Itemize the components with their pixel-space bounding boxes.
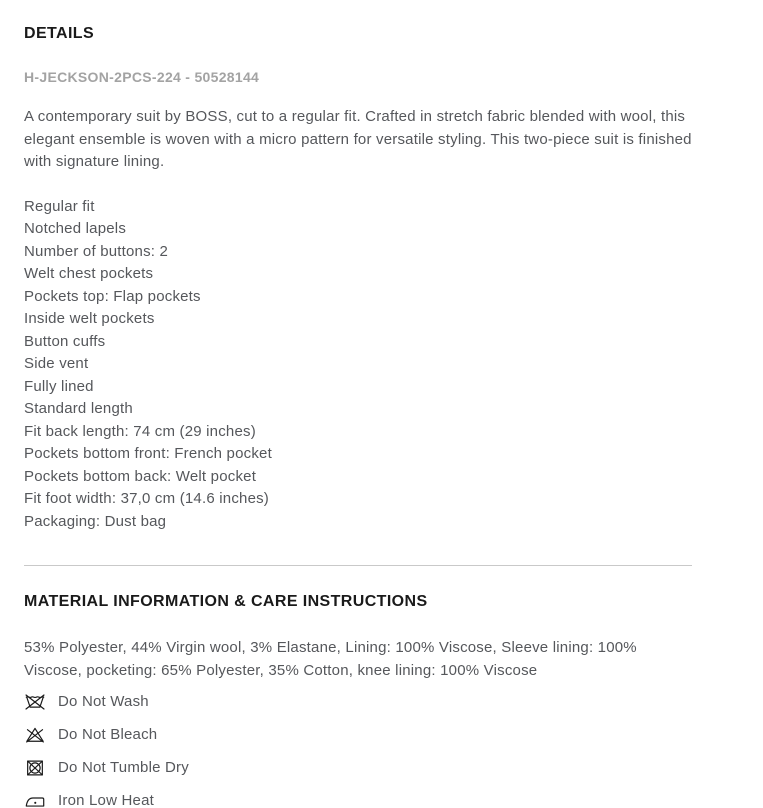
product-code: H-JECKSON-2PCS-224 - 50528144 [24,69,260,85]
care-item-iron-low-heat [24,784,692,808]
details-section [24,25,692,533]
feature-item: Number of buttons: 2 [24,242,169,260]
care-item-label: Do Not Tumble Dry [58,759,189,776]
do-not-tumble-dry-icon [24,757,46,779]
section-divider [24,565,692,566]
feature-item: Pockets bottom front: French pocket [24,445,272,462]
feature-item: Fully lined [24,377,94,395]
feature-list [24,196,692,534]
material-care-title: MATERIAL INFORMATION & CARE INSTRUCTIONS [24,593,428,610]
iron-low-heat-icon [24,790,46,808]
care-item-do-not-tumble-dry [24,751,692,784]
feature-item: Inside welt pockets [24,310,155,327]
care-item-label: Iron Low Heat [58,792,154,808]
feature-item: Standard length [24,400,133,417]
feature-item: Button cuffs [24,332,106,350]
care-item-label: Do Not Wash [58,693,149,710]
details-title: DETAILS [24,25,95,42]
care-instruction-list [24,685,692,808]
feature-item: Welt chest pockets [24,265,154,282]
care-item-do-not-wash [24,685,692,718]
feature-item: Side vent [24,355,89,372]
feature-item: Pockets top: Flap pockets [24,287,201,305]
material-care-section [24,593,692,808]
feature-item: Regular fit [24,197,95,215]
care-item-do-not-bleach [24,718,692,751]
do-not-wash-icon [24,691,46,713]
product-description: A contemporary suit by BOSS, cut to a regular fit. Crafted in stretch fabric blended with wool, this elegant ensemble is woven with a micro pattern for versatile styling. This two-piece suit is finished with signature lining. [24,108,692,170]
feature-item: Fit foot width: 37,0 cm (14.6 inches) [24,490,270,507]
do-not-bleach-icon [24,724,46,746]
care-item-label: Do Not Bleach [58,726,158,743]
feature-item: Packaging: Dust bag [24,512,167,530]
feature-item: Fit back length: 74 cm (29 inches) [24,422,256,440]
feature-item: Notched lapels [24,220,127,237]
material-composition: 53% Polyester, 44% Virgin wool, 3% Elastane, Lining: 100% Viscose, Sleeve lining: 100% Viscose, pocketing: 65% Polyester, 35% Cotton, knee lining: 100% Viscose [24,639,637,679]
feature-item: Pockets bottom back: Welt pocket [24,467,257,485]
